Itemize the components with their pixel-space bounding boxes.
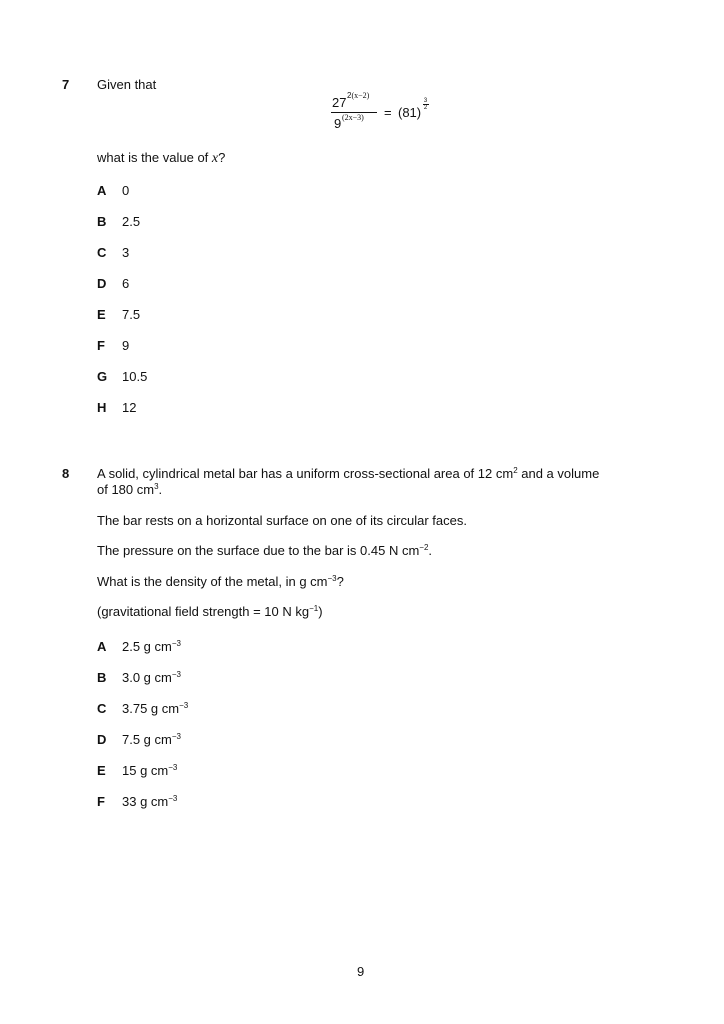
option-letter: B: [97, 214, 107, 229]
equation-numerator-base: 27: [332, 95, 347, 110]
question-8-number: 8: [62, 466, 70, 481]
equation-numerator-exponent: 2(x−2): [347, 91, 370, 100]
option-text: 3.0 g $cm^{-3}$: [122, 670, 181, 685]
option-text: 12: [122, 400, 137, 415]
option-letter: D: [97, 732, 107, 747]
option-letter: D: [97, 276, 107, 291]
option-text: 3.75 g $cm^{-3}$: [122, 701, 189, 716]
option-letter: E: [97, 763, 106, 778]
option-letter: C: [97, 701, 107, 716]
equation-rhs-base: (81): [398, 105, 422, 120]
question-7-prompt: what is the value of x?: [97, 150, 226, 166]
equation-equals: =: [384, 105, 396, 120]
option-text: 10.5: [122, 369, 148, 384]
option-text: 2.5: [122, 214, 141, 229]
equation-denominator-exponent: (2x−3): [342, 113, 364, 122]
option-letter: C: [97, 245, 107, 260]
option-text: 15 g $cm^{-3}$: [122, 763, 178, 778]
option-letter: A: [97, 639, 107, 654]
option-text: 2.5 g $cm^{-3}$: [122, 639, 181, 654]
option-letter: A: [97, 183, 107, 198]
option-letter: E: [97, 307, 106, 322]
question-8-prompt: What is the density of the metal, in g $cm^{-3}$?: [97, 574, 344, 589]
option-letter: B: [97, 670, 107, 685]
equation-denominator-base: 9: [334, 116, 342, 131]
option-text: 6: [122, 276, 130, 291]
option-letter: F: [97, 794, 105, 809]
equation-rhs-exponent: 3 2: [423, 98, 428, 111]
option-text: 7.5 g $cm^{-3}$: [122, 732, 181, 747]
question-7-intro: Given that: [97, 77, 157, 92]
question-8-gravity-note: (gravitational field strength = 10 N $kg^{-1}$): [97, 604, 323, 619]
option-text: 0: [122, 183, 130, 198]
question-8-line-4: The pressure on the surface due to the bar is 0.45 N $cm^{-2}$.: [97, 543, 433, 558]
question-8-line-1: A solid, cylindrical metal bar has a uniform cross-sectional area of 12 $cm^2$ and a volume: [97, 466, 600, 481]
option-letter: H: [97, 400, 107, 415]
question-8-line-3: The bar rests on a horizontal surface on one of its circular faces.: [97, 513, 467, 528]
option-text: 9: [122, 338, 130, 353]
option-letter: F: [97, 338, 105, 353]
option-text: 33 g $cm^{-3}$: [122, 794, 178, 809]
option-text: 7.5: [122, 307, 141, 322]
page-number: 9: [357, 964, 365, 979]
option-letter: G: [97, 369, 108, 384]
question-7-number: 7: [62, 77, 70, 92]
question-8-line-2: of 180 $cm^3$.: [97, 482, 163, 497]
option-text: 3: [122, 245, 130, 260]
